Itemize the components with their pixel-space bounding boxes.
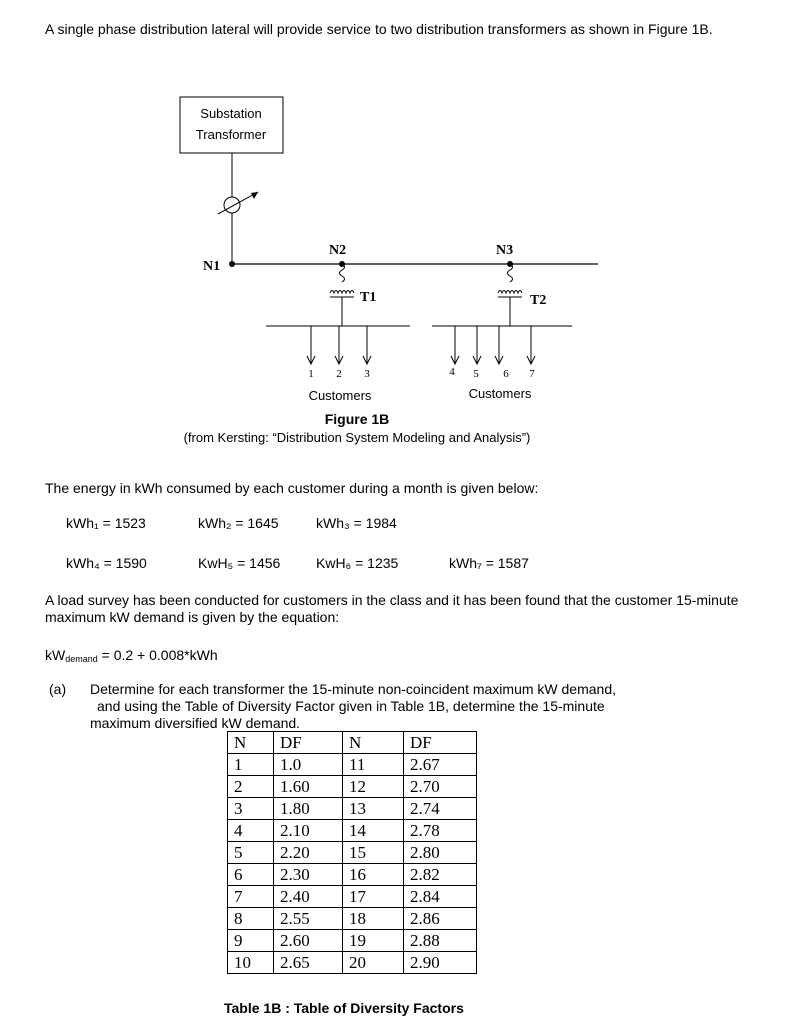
figure-1b-diagram xyxy=(0,0,807,460)
table-cell: 11 xyxy=(343,754,404,776)
energy-kwh2 xyxy=(198,515,279,532)
equation-lhs-subscript: demand xyxy=(65,654,98,664)
table-cell: 13 xyxy=(343,798,404,820)
table-row xyxy=(228,798,477,820)
table-cell: 2.84 xyxy=(404,886,477,908)
table-header-df1: DF xyxy=(274,732,343,754)
table-cell: 2.65 xyxy=(274,952,343,974)
intro-paragraph: A single phase distribution lateral will provide service to two distribution transformers as shown in Figure 1B. xyxy=(45,21,713,37)
demand-equation xyxy=(45,647,218,668)
table-cell: 12 xyxy=(343,776,404,798)
table-row xyxy=(228,952,477,974)
table-cell: 2.60 xyxy=(274,930,343,952)
table-cell: 15 xyxy=(343,842,404,864)
substation-label-line1: Substation xyxy=(200,106,262,121)
table-cell: 2.55 xyxy=(274,908,343,930)
energy-kwh1 xyxy=(66,515,146,532)
table-row xyxy=(228,754,477,776)
energy-kwh3-value: = 1984 xyxy=(353,515,397,531)
transformer-t1-label: T1 xyxy=(360,290,377,305)
table-cell: 2.20 xyxy=(274,842,343,864)
table-cell: 9 xyxy=(228,930,274,952)
table-header-row xyxy=(228,732,477,754)
customers-right-label: Customers xyxy=(468,386,532,401)
table-cell: 3 xyxy=(228,798,274,820)
table-cell: 2.88 xyxy=(404,930,477,952)
table-cell: 17 xyxy=(343,886,404,908)
energy-kwh5-value: = 1456 xyxy=(237,555,281,571)
question-line1: Determine for each transformer the 15-minute non-coincident maximum kW demand, xyxy=(90,681,616,697)
energy-kwh4 xyxy=(66,555,147,572)
customer-2-label: 2 xyxy=(336,368,342,380)
table-cell: 2.67 xyxy=(404,754,477,776)
customer-7-label: 7 xyxy=(529,368,535,380)
table-cell: 2 xyxy=(228,776,274,798)
table-cell: 2.74 xyxy=(404,798,477,820)
diversity-factor-table xyxy=(227,731,477,974)
node-n1-label: N1 xyxy=(203,259,221,274)
customer-1-label: 1 xyxy=(308,368,314,380)
customer-4-label: 4 xyxy=(449,366,455,378)
table-cell: 2.70 xyxy=(404,776,477,798)
table-cell: 10 xyxy=(228,952,274,974)
node-n1-dot xyxy=(229,261,235,267)
table-cell: 6 xyxy=(228,864,274,886)
table-cell: 19 xyxy=(343,930,404,952)
table-header-n1: N xyxy=(228,732,274,754)
table-cell: 1.80 xyxy=(274,798,343,820)
table-cell: 8 xyxy=(228,908,274,930)
table-row xyxy=(228,886,477,908)
table-row xyxy=(228,842,477,864)
table-cell: 2.78 xyxy=(404,820,477,842)
table-cell: 4 xyxy=(228,820,274,842)
customers-left-label: Customers xyxy=(308,388,372,403)
table-cell: 1.60 xyxy=(274,776,343,798)
figure-source: (from Kersting: “Distribution System Modeling and Analysis”) xyxy=(183,430,531,445)
table-row xyxy=(228,864,477,886)
customer-drops-t2 xyxy=(451,326,535,364)
transformer-t2-label: T2 xyxy=(530,293,547,308)
energy-kwh7-value: = 1587 xyxy=(485,555,529,571)
question-label: (a) xyxy=(49,681,67,697)
table-cell: 1.0 xyxy=(274,754,343,776)
table-cell: 2.30 xyxy=(274,864,343,886)
question-line3: maximum diversified kW demand. xyxy=(90,715,301,731)
transformer-t2-icon xyxy=(498,264,522,326)
energy-kwh5 xyxy=(198,555,280,572)
energy-kwh1-value: = 1523 xyxy=(102,515,146,531)
table-header-n2: N xyxy=(343,732,404,754)
energy-kwh7-label: kWh₇ xyxy=(449,555,482,571)
table-cell: 14 xyxy=(343,820,404,842)
table-cell: 1 xyxy=(228,754,274,776)
customer-3-label: 3 xyxy=(364,368,370,380)
energy-kwh3-label: kWh₃ xyxy=(316,515,350,531)
energy-kwh6-label: KwH₆ xyxy=(316,555,352,571)
table-cell: 2.90 xyxy=(404,952,477,974)
equation-lhs: kW xyxy=(45,647,66,663)
table-row xyxy=(228,930,477,952)
transformer-t1-icon xyxy=(330,264,354,326)
table-cell: 18 xyxy=(343,908,404,930)
energy-kwh2-value: = 1645 xyxy=(235,515,279,531)
question-line2: and using the Table of Diversity Factor given in Table 1B, determine the 15-minute xyxy=(97,698,605,714)
energy-kwh7 xyxy=(449,555,529,572)
substation-label-line2: Transformer xyxy=(195,127,267,142)
customer-6-label: 6 xyxy=(503,368,509,380)
survey-paragraph: A load survey has been conducted for customers in the class and it has been found that the customer 15-minute maximum kW demand is given by the equation: xyxy=(45,592,739,625)
table-row xyxy=(228,908,477,930)
energy-kwh2-label: kWh₂ xyxy=(198,515,232,531)
table-cell: 5 xyxy=(228,842,274,864)
table-cell: 16 xyxy=(343,864,404,886)
table-cell: 7 xyxy=(228,886,274,908)
energy-kwh6 xyxy=(316,555,398,572)
table-caption: Table 1B : Table of Diversity Factors xyxy=(224,1000,464,1016)
table-cell: 2.80 xyxy=(404,842,477,864)
energy-kwh6-value: = 1235 xyxy=(355,555,399,571)
customer-drops-t1 xyxy=(307,326,371,364)
energy-intro: The energy in kWh consumed by each customer during a month is given below: xyxy=(45,480,539,496)
energy-kwh3 xyxy=(316,515,397,532)
figure-caption: Figure 1B xyxy=(324,411,390,427)
energy-kwh1-label: kWh₁ xyxy=(66,515,99,531)
table-row xyxy=(228,820,477,842)
node-n3-label: N3 xyxy=(496,243,514,258)
regulator-icon xyxy=(224,197,240,213)
energy-kwh4-value: = 1590 xyxy=(103,555,147,571)
table-cell: 2.86 xyxy=(404,908,477,930)
energy-kwh4-label: kWh₄ xyxy=(66,555,100,571)
customer-5-label: 5 xyxy=(473,368,479,380)
table-header-df2: DF xyxy=(404,732,477,754)
table-row xyxy=(228,776,477,798)
table-cell: 20 xyxy=(343,952,404,974)
table-cell: 2.82 xyxy=(404,864,477,886)
table-cell: 2.40 xyxy=(274,886,343,908)
node-n2-label: N2 xyxy=(329,243,347,258)
table-cell: 2.10 xyxy=(274,820,343,842)
energy-kwh5-label: KwH₅ xyxy=(198,555,234,571)
equation-rhs: = 0.2 + 0.008*kWh xyxy=(101,647,218,663)
